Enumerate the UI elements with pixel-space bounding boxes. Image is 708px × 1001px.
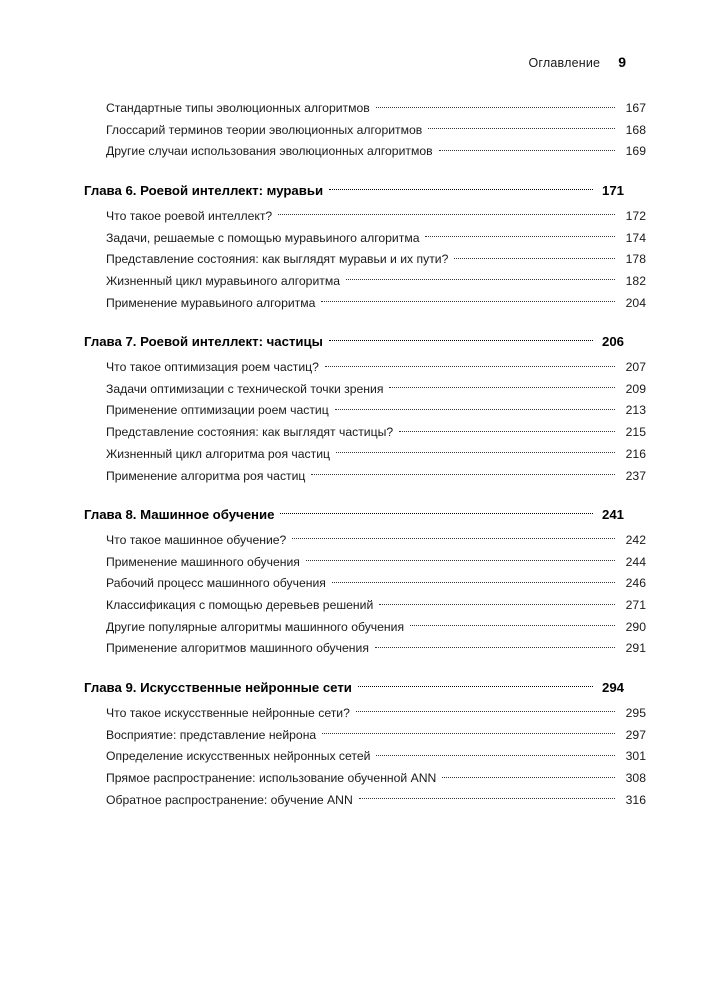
dot-leader xyxy=(346,269,615,285)
toc-entry-label: Рабочий процесс машинного обучения xyxy=(106,576,326,591)
toc-entry-row[interactable] xyxy=(84,615,646,633)
toc-entry-page-number: 301 xyxy=(625,749,646,764)
toc-entry-page-number: 244 xyxy=(625,554,646,569)
dot-leader xyxy=(280,503,593,519)
toc-entry-label: Что такое искусственные нейронные сети? xyxy=(106,705,350,720)
dot-leader xyxy=(311,464,615,480)
toc-entry-row[interactable] xyxy=(84,766,646,784)
dot-leader xyxy=(454,247,615,263)
toc-entry-label: Задачи, решаемые с помощью муравьиного алгоритма xyxy=(106,230,420,245)
toc-entry-label: Обратное распространение: обучение ANN xyxy=(106,792,353,807)
toc-entry-label: Что такое оптимизация роем частиц? xyxy=(106,360,319,375)
toc-entry-page-number: 182 xyxy=(625,273,646,288)
toc-group xyxy=(84,96,646,159)
dot-leader xyxy=(335,398,615,414)
dot-leader xyxy=(376,744,615,760)
toc-chapter-row[interactable] xyxy=(84,674,624,694)
toc-entry-label: Жизненный цикл алгоритма роя частиц xyxy=(106,446,331,461)
toc-group xyxy=(84,177,646,310)
running-header xyxy=(529,54,627,70)
toc-entry-page-number: 172 xyxy=(625,208,646,223)
dot-leader xyxy=(375,636,615,652)
toc-entry-row[interactable] xyxy=(84,204,646,222)
dot-leader xyxy=(439,139,615,155)
dot-leader xyxy=(278,204,615,220)
toc-entry-label: Восприятие: представление нейрона xyxy=(106,727,317,742)
dot-leader xyxy=(399,420,615,436)
toc-entry-row[interactable] xyxy=(84,269,646,287)
toc-entry-label: Задачи оптимизации с технической точки зрения xyxy=(106,381,384,396)
dot-leader xyxy=(428,118,615,134)
toc-chapter-row[interactable] xyxy=(84,177,624,197)
toc-entry-row[interactable] xyxy=(84,723,646,741)
page-bottom-edge xyxy=(0,995,708,1001)
dot-leader xyxy=(389,377,615,393)
toc-entry-label: Применение муравьиного алгоритма xyxy=(106,295,316,310)
toc-entry-label: Представление состояния: как выглядят частицы? xyxy=(106,425,394,440)
toc-chapter-row[interactable] xyxy=(84,328,624,348)
toc-entry-page-number: 216 xyxy=(625,446,646,461)
toc-entry-row[interactable] xyxy=(84,96,646,114)
dot-leader xyxy=(358,676,593,692)
toc-entry-label: Прямое распространение: использование обученной ANN xyxy=(106,770,437,785)
toc-entry-row[interactable] xyxy=(84,593,646,611)
toc-entry-row[interactable] xyxy=(84,442,646,460)
dot-leader xyxy=(321,291,615,307)
toc-chapter-page-number: 206 xyxy=(601,333,624,349)
toc-entry-label: Применение алгоритмов машинного обучения xyxy=(106,641,369,656)
toc-entry-label: Классификация с помощью деревьев решений xyxy=(106,598,374,613)
toc-entry-page-number: 213 xyxy=(625,403,646,418)
dot-leader xyxy=(356,701,615,717)
toc-entry-page-number: 169 xyxy=(625,144,646,159)
toc-group xyxy=(84,328,646,483)
toc-entry-page-number: 215 xyxy=(625,425,646,440)
toc-entry-row[interactable] xyxy=(84,701,646,719)
toc-entry-page-number: 295 xyxy=(625,705,646,720)
toc-entry-label: Представление состояния: как выглядят муравьи и их пути? xyxy=(106,252,449,267)
toc-entry-page-number: 271 xyxy=(625,598,646,613)
toc-entry-label: Другие случаи использования эволюционных алгоритмов xyxy=(106,144,433,159)
toc-entry-row[interactable] xyxy=(84,398,646,416)
toc-entry-row[interactable] xyxy=(84,788,646,806)
toc-chapter-page-number: 294 xyxy=(601,679,624,695)
dot-leader xyxy=(442,766,615,782)
header-page-number: 9 xyxy=(618,54,626,70)
toc-entry-page-number: 237 xyxy=(625,468,646,483)
toc-group xyxy=(84,501,646,656)
dot-leader xyxy=(410,615,615,631)
toc-entry-label: Глоссарий терминов теории эволюционных алгоритмов xyxy=(106,122,423,137)
toc-group xyxy=(84,674,646,807)
toc-chapter-label: Глава 9. Искусственные нейронные сети xyxy=(84,679,352,695)
toc-entry-label: Стандартные типы эволюционных алгоритмов xyxy=(106,101,370,115)
toc-entry-label: Применение алгоритма роя частиц xyxy=(106,468,306,483)
toc-entry-page-number: 167 xyxy=(625,101,646,115)
toc-chapter-page-number: 241 xyxy=(601,506,624,522)
toc-entry-label: Что такое роевой интеллект? xyxy=(106,208,273,223)
toc-chapter-label: Глава 6. Роевой интеллект: муравьи xyxy=(84,182,324,198)
header-title: Оглавление xyxy=(528,56,601,70)
dot-leader xyxy=(359,788,615,804)
toc-entry-row[interactable] xyxy=(84,550,646,568)
toc-chapter-page-number: 171 xyxy=(601,182,624,198)
toc-entry-label: Определение искусственных нейронных сетей xyxy=(106,749,371,764)
toc-entry-page-number: 316 xyxy=(625,792,646,807)
toc-entry-row[interactable] xyxy=(84,571,646,589)
toc-entry-page-number: 178 xyxy=(625,252,646,267)
toc-entry-label: Что такое машинное обучение? xyxy=(106,532,287,547)
dot-leader xyxy=(332,571,615,587)
table-of-contents xyxy=(84,96,646,809)
toc-entry-page-number: 174 xyxy=(625,230,646,245)
toc-entry-row[interactable] xyxy=(84,744,646,762)
dot-leader xyxy=(329,330,593,346)
dot-leader xyxy=(425,226,615,242)
toc-entry-page-number: 308 xyxy=(625,770,646,785)
toc-chapter-row[interactable] xyxy=(84,501,624,521)
toc-chapter-label: Глава 7. Роевой интеллект: частицы xyxy=(84,333,323,349)
toc-entry-row[interactable] xyxy=(84,636,646,654)
toc-entry-page-number: 291 xyxy=(625,641,646,656)
dot-leader xyxy=(306,550,615,566)
toc-entry-label: Применение оптимизации роем частиц xyxy=(106,403,329,418)
toc-entry-row[interactable] xyxy=(84,377,646,395)
toc-entry-row[interactable] xyxy=(84,355,646,373)
dot-leader xyxy=(336,442,615,458)
toc-entry-label: Другие популярные алгоритмы машинного обучения xyxy=(106,619,405,634)
toc-entry-page-number: 209 xyxy=(625,381,646,396)
toc-entry-page-number: 207 xyxy=(625,360,646,375)
toc-entry-row[interactable] xyxy=(84,464,646,482)
toc-entry-row[interactable] xyxy=(84,226,646,244)
dot-leader xyxy=(322,723,615,739)
toc-entry-row[interactable] xyxy=(84,118,646,136)
toc-entry-row[interactable] xyxy=(84,420,646,438)
toc-entry-label: Жизненный цикл муравьиного алгоритма xyxy=(106,273,341,288)
toc-entry-row[interactable] xyxy=(84,247,646,265)
toc-entry-label: Применение машинного обучения xyxy=(106,554,300,569)
toc-entry-row[interactable] xyxy=(84,291,646,309)
dot-leader xyxy=(329,179,593,195)
toc-entry-row[interactable] xyxy=(84,139,646,157)
toc-entry-page-number: 246 xyxy=(625,576,646,591)
toc-chapter-label: Глава 8. Машинное обучение xyxy=(84,506,275,522)
toc-entry-row[interactable] xyxy=(84,528,646,546)
toc-entry-page-number: 168 xyxy=(625,122,646,137)
toc-entry-page-number: 297 xyxy=(625,727,646,742)
dot-leader xyxy=(325,355,615,371)
toc-entry-page-number: 242 xyxy=(625,532,646,547)
toc-entry-page-number: 290 xyxy=(625,619,646,634)
toc-entry-page-number: 204 xyxy=(625,295,646,310)
dot-leader xyxy=(292,528,615,544)
dot-leader xyxy=(376,96,615,112)
dot-leader xyxy=(379,593,615,609)
